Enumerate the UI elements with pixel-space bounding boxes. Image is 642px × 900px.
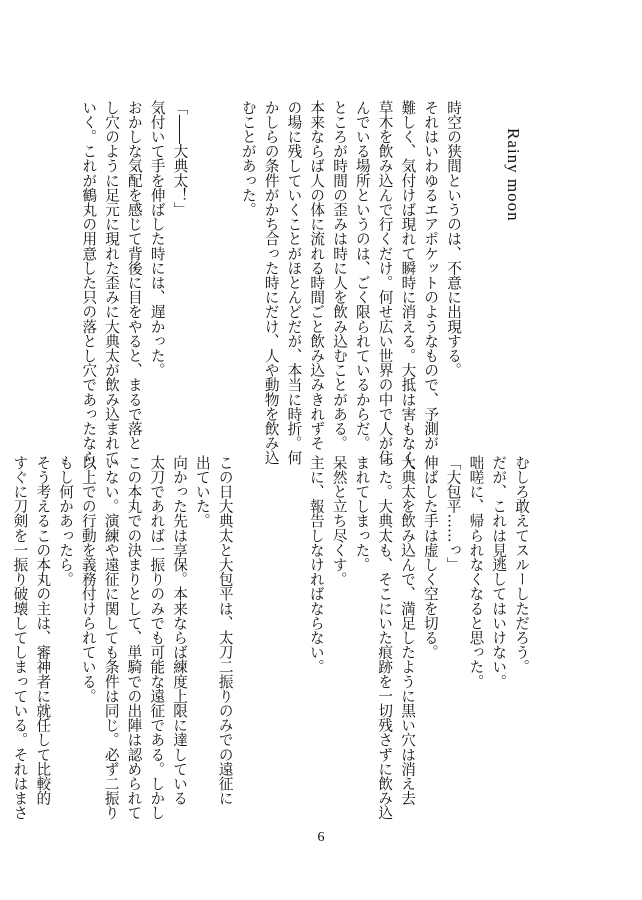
text-line: かしらの条件がかち合った時にだけ、人や動物を飲み込 [262, 100, 280, 465]
text-line: だが、これは見逃してはいけない。 [490, 455, 508, 689]
blank-line [190, 100, 213, 450]
text-line: った。大典太も、そこにいた痕跡を一切残さずに飲み込 [376, 455, 394, 820]
text-line: 本来ならば人の体に流れる時間ごと飲み込みきれずそ [308, 100, 326, 451]
text-line: 以上での行動を義務付けられている。 [79, 455, 97, 704]
text-line: この本丸での決まりとして、単騎での出陣は認められて [125, 455, 143, 820]
text-line: 「――大典太！」 [171, 100, 189, 217]
lower-text-block [8, 455, 532, 835]
text-line: いない。演練や遠征に関しても条件は同じ。必ず二振り [102, 455, 120, 820]
text-line: んでいる場所というのは、ごく限られているからだ。 [353, 100, 371, 451]
text-line: そう考えるこの本丸の主は、審神者に就任して比較的 [34, 455, 52, 806]
blank-line [281, 455, 304, 835]
text-line: 咄嗟に、帰られなくなると思った。 [467, 455, 485, 689]
text-line: 出ていた。 [193, 455, 211, 528]
text-line: 難しく、気付けば現れて瞬時に消える。大抵は害もなく、 [399, 100, 417, 480]
text-line: 呆然と立ち尽くす。 [330, 455, 348, 587]
chapter-title: Rainy moon [504, 128, 523, 222]
text-line: 主に、報告しなければならない。 [307, 455, 325, 674]
text-line: いく。これが鶴丸の用意した只の落とし穴であったなら、 [80, 100, 98, 480]
blank-line [236, 455, 259, 835]
text-line: 向かった先は享保。本来ならば練度上限に達している [171, 455, 189, 806]
text-line: それはいわゆるエアポケットのようなもので、予測が [422, 100, 440, 451]
text-line: ところが時間の歪みは時に人を飲み込むことがある。 [331, 100, 349, 451]
text-line: すぐに刀剣を一振り破壊してしまっている。それはまさ [11, 455, 29, 820]
text-line: むことがあった。 [239, 100, 257, 217]
text-line: 草木を飲み込んで行くだけ。何せ広い世界の中で人が住 [376, 100, 394, 465]
text-line: 大典太を飲み込んで、満足したように黒い穴は消え去 [399, 455, 417, 806]
text-line: 伸ばした手は虚しく空を切る。 [421, 455, 439, 660]
text-line: この日大典太と大包平は、太刀二振りのみでの遠征に [216, 455, 234, 806]
blank-line [213, 100, 236, 450]
text-line: の場に残していくことがほとんどだが、本当に時折。何 [285, 100, 303, 465]
text-line: むしろ敢えてスルーしただろう。 [513, 455, 530, 674]
text-line: おかしな気配を感じて背後に目をやると、まるで落と [125, 100, 143, 451]
upper-text-block [76, 100, 464, 480]
text-line: 太刀であれば一振りのみでも可能な遠征である。しかし [148, 455, 166, 820]
text-line: まれてしまった。 [353, 455, 371, 572]
text-line: し穴のように足元に現れた歪みに大典太が飲み込まれて [103, 100, 121, 465]
page-number: 6 [317, 830, 325, 845]
text-line: もし何かあったら。 [57, 455, 75, 587]
blank-line [258, 455, 281, 835]
text-line: 時空の狭間というのは、不意に出現する。 [445, 100, 462, 378]
text-line: 気付いて手を伸ばした時には、遅かった。 [148, 100, 166, 378]
text-line: 「大包平……っ」 [444, 455, 462, 572]
